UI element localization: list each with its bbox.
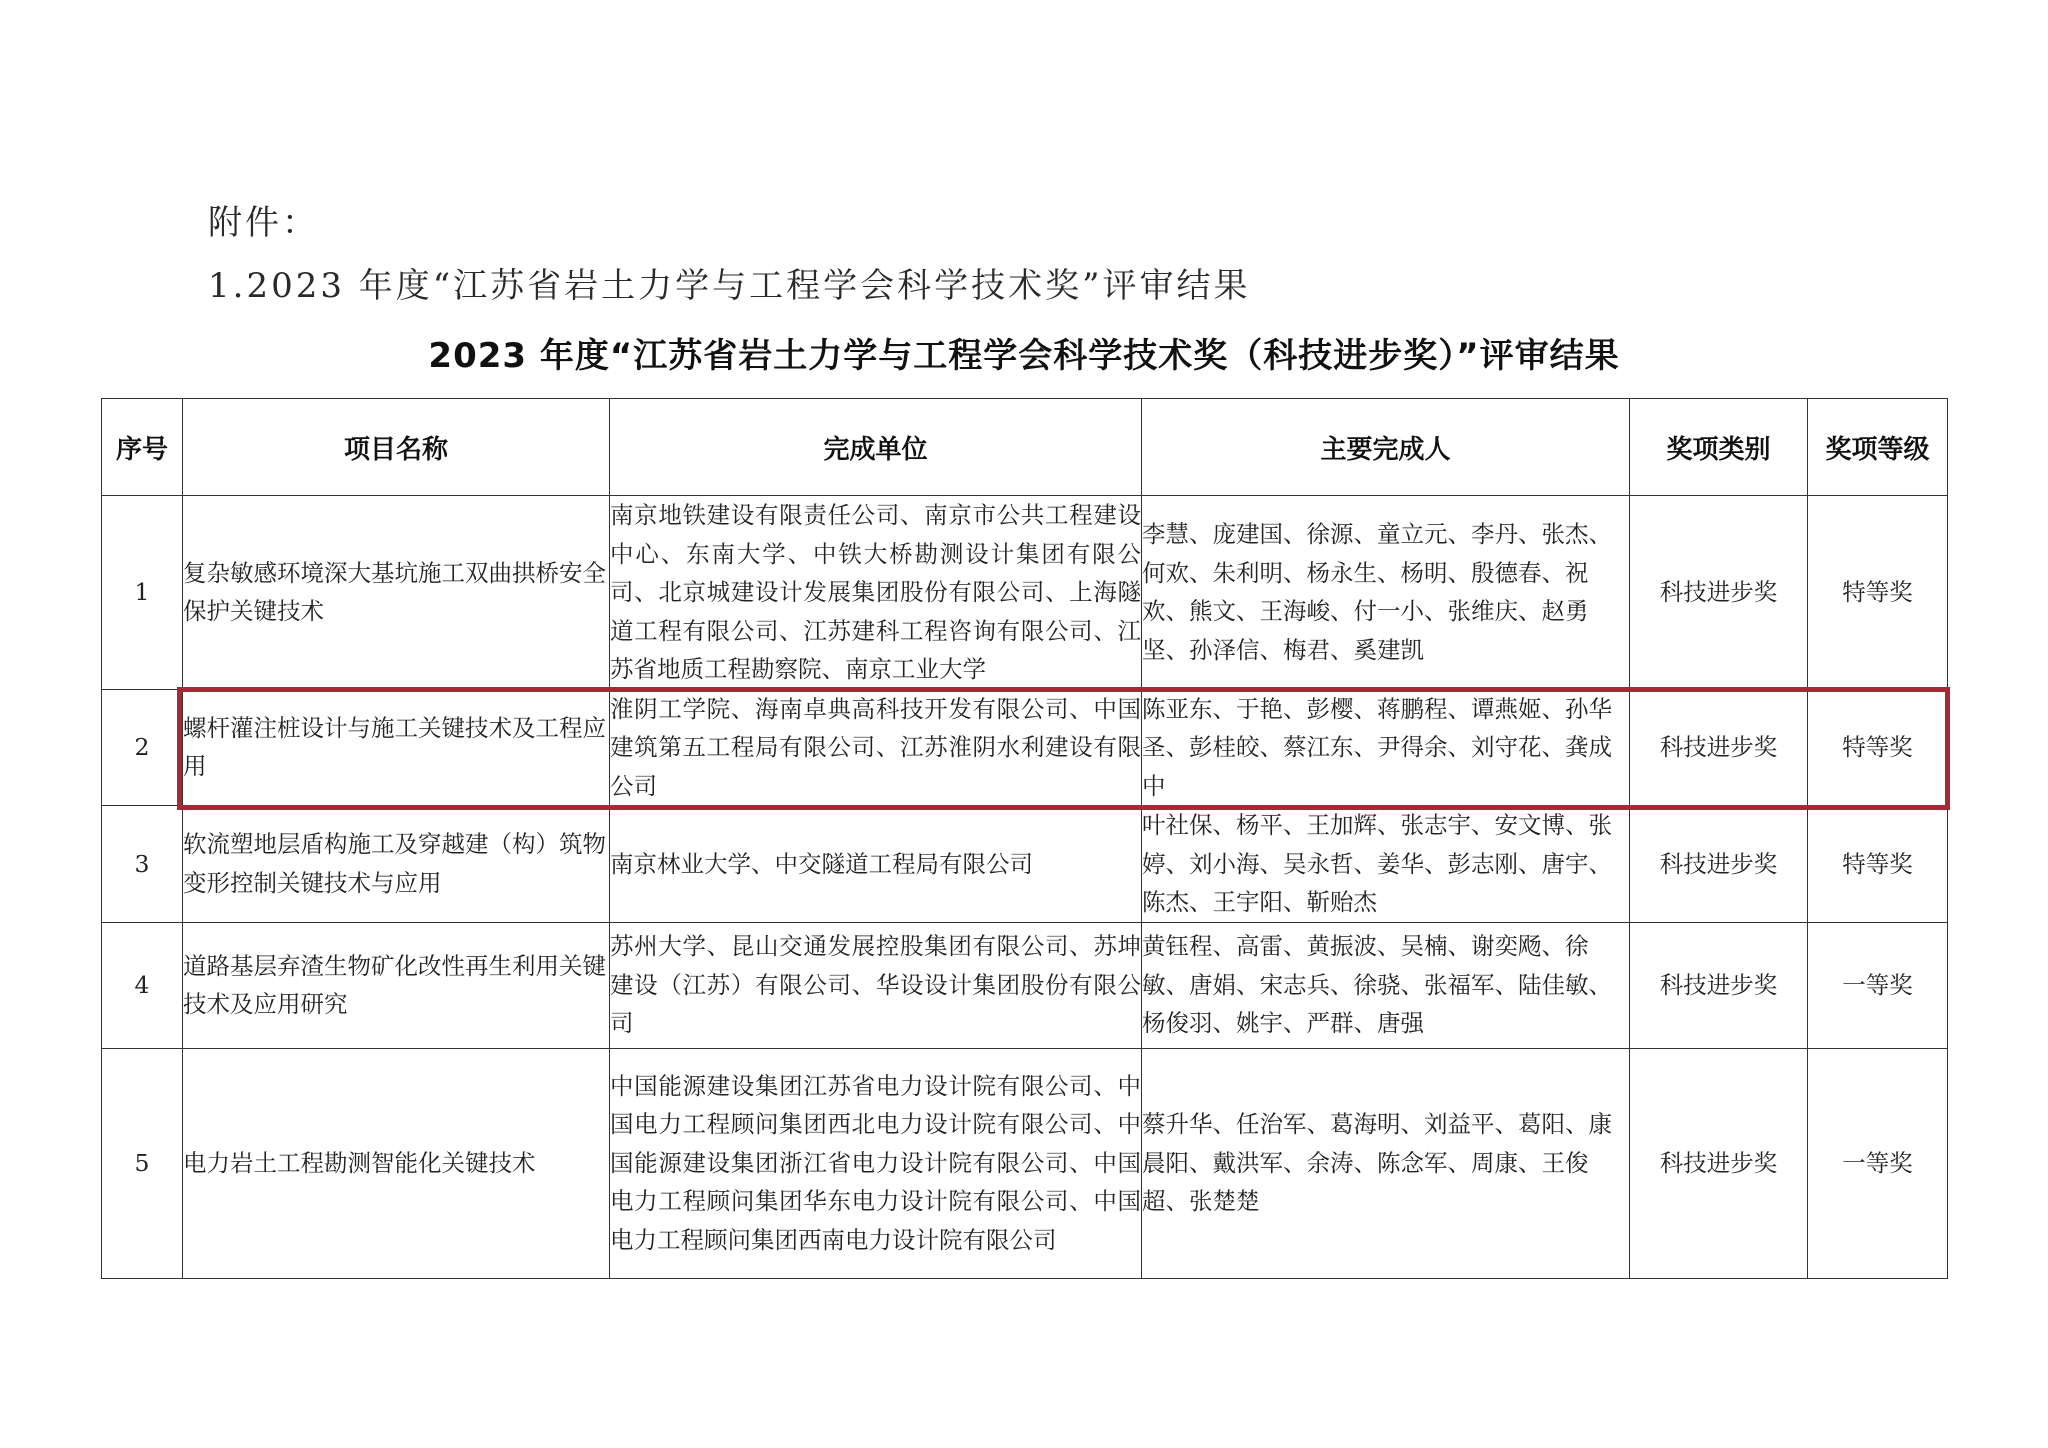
award-category: 科技进步奖 <box>1630 689 1808 806</box>
project-name: 电力岩土工程勘测智能化关键技术 <box>183 1048 610 1278</box>
table-row <box>102 1048 1948 1278</box>
table-row <box>102 922 1948 1048</box>
project-name: 道路基层弃渣生物矿化改性再生利用关键技术及应用研究 <box>183 922 610 1048</box>
award-level: 特等奖 <box>1808 806 1948 923</box>
row-no: 5 <box>102 1048 183 1278</box>
header-completing-unit: 完成单位 <box>610 399 1142 496</box>
table-title: 2023 年度“江苏省岩土力学与工程学会科学技术奖（科技进步奖）”评审结果 <box>428 336 1620 376</box>
row-no: 1 <box>102 496 183 690</box>
header-award-category: 奖项类别 <box>1630 399 1808 496</box>
completing-unit: 淮阴工学院、海南卓典高科技开发有限公司、中国建筑第五工程局有限公司、江苏淮阴水利建设有限公司 <box>610 689 1142 806</box>
attachment-label: 附件： <box>208 203 319 243</box>
row-no: 3 <box>102 806 183 923</box>
main-contributors: 蔡升华、任治军、葛海明、刘益平、葛阳、康晨阳、戴洪军、余涛、陈念军、周康、王俊超、张楚楚 <box>1142 1048 1630 1278</box>
header-main-contributors: 主要完成人 <box>1142 399 1630 496</box>
header-project-name: 项目名称 <box>183 399 610 496</box>
table-header-row <box>102 399 1948 496</box>
award-category: 科技进步奖 <box>1630 496 1808 690</box>
project-name: 软流塑地层盾构施工及穿越建（构）筑物变形控制关键技术与应用 <box>183 806 610 923</box>
main-contributors: 黄钰程、高雷、黄振波、吴楠、谢奕飏、徐敏、唐娟、宋志兵、徐骁、张福军、陆佳敏、杨俊羽、姚宇、严群、唐强 <box>1142 922 1630 1048</box>
project-name: 螺杆灌注桩设计与施工关键技术及工程应用 <box>183 689 610 806</box>
main-contributors: 陈亚东、于艳、彭樱、蒋鹏程、谭燕姬、孙华圣、彭桂皎、蔡江东、尹得余、刘守花、龚成中 <box>1142 689 1630 806</box>
row-no: 2 <box>102 689 183 806</box>
main-contributors: 李慧、庞建国、徐源、童立元、李丹、张杰、何欢、朱利明、杨永生、杨明、殷德春、祝欢、熊文、王海峻、付一小、张维庆、赵勇坚、孙泽信、梅君、奚建凯 <box>1142 496 1630 690</box>
completing-unit: 中国能源建设集团江苏省电力设计院有限公司、中国电力工程顾问集团西北电力设计院有限公司、中国能源建设集团浙江省电力设计院有限公司、中国电力工程顾问集团华东电力设计院有限公司、中国电力工程顾问集团西南电力设计院有限公司 <box>610 1048 1142 1278</box>
table-row <box>102 689 1948 806</box>
header-no: 序号 <box>102 399 183 496</box>
results-table <box>101 398 1948 1279</box>
main-contributors: 叶社保、杨平、王加辉、张志宇、安文博、张婷、刘小海、吴永哲、姜华、彭志刚、唐宇、陈杰、王宇阳、靳贻杰 <box>1142 806 1630 923</box>
completing-unit: 南京林业大学、中交隧道工程局有限公司 <box>610 806 1142 923</box>
award-category: 科技进步奖 <box>1630 1048 1808 1278</box>
award-category: 科技进步奖 <box>1630 922 1808 1048</box>
award-level: 一等奖 <box>1808 1048 1948 1278</box>
completing-unit: 南京地铁建设有限责任公司、南京市公共工程建设中心、东南大学、中铁大桥勘测设计集团有限公司、北京城建设计发展集团股份有限公司、上海隧道工程有限公司、江苏建科工程咨询有限公司、江苏省地质工程勘察院、南京工业大学 <box>610 496 1142 690</box>
project-name: 复杂敏感环境深大基坑施工双曲拱桥安全保护关键技术 <box>183 496 610 690</box>
row-no: 4 <box>102 922 183 1048</box>
award-level: 特等奖 <box>1808 689 1948 806</box>
award-level: 特等奖 <box>1808 496 1948 690</box>
attachment-heading: 1.2023 年度“江苏省岩土力学与工程学会科学技术奖”评审结果 <box>208 266 1251 306</box>
header-award-level: 奖项等级 <box>1808 399 1948 496</box>
award-level: 一等奖 <box>1808 922 1948 1048</box>
completing-unit: 苏州大学、昆山交通发展控股集团有限公司、苏坤建设（江苏）有限公司、华设设计集团股份有限公司 <box>610 922 1142 1048</box>
table-row <box>102 806 1948 923</box>
table-row <box>102 496 1948 690</box>
award-category: 科技进步奖 <box>1630 806 1808 923</box>
